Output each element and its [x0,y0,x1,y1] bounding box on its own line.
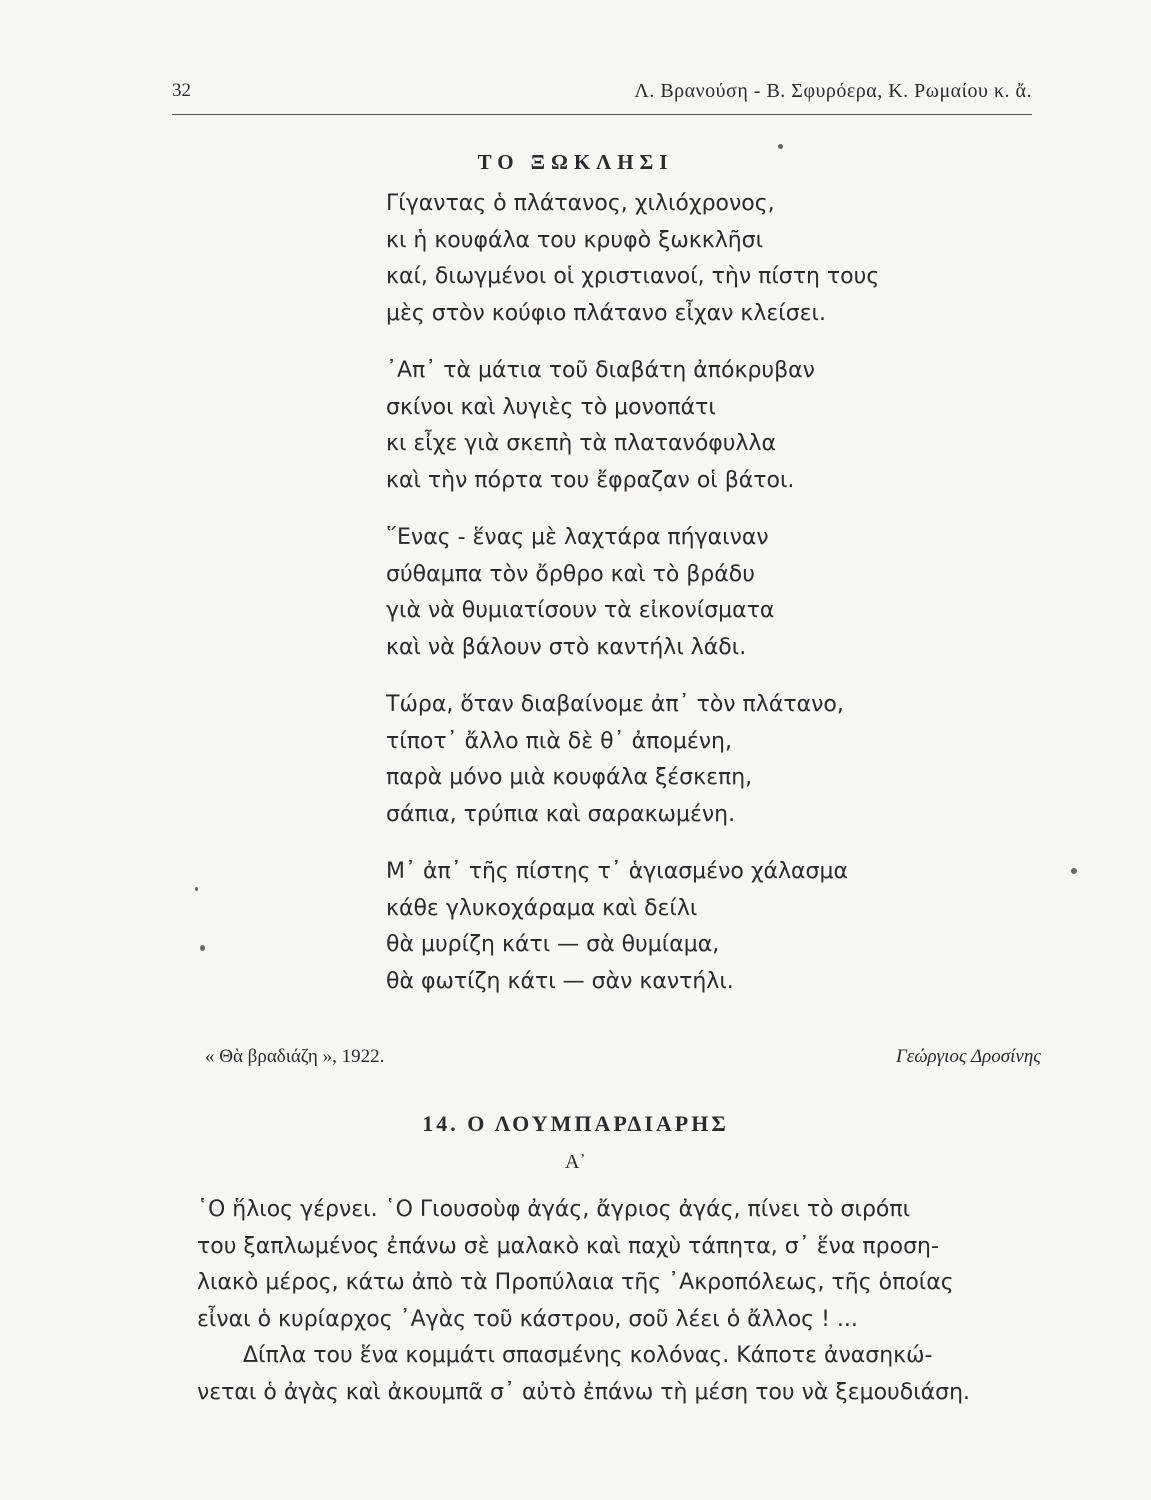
print-speck [778,144,783,149]
poem-line: Τώρα, ὅταν διαβαίνομε ἀπ᾿ τὸν πλάτανο, [386,692,844,717]
poem-line: κάθε γλυκοχάραμα καὶ δείλι [386,895,698,921]
section-subtitle: Α᾿ [564,1151,587,1173]
poem-title: ΤΟ ΞΩΚΛΗΣΙ [477,150,674,174]
poem-line: ᾿Απ᾿ τὰ μάτια τοῦ διαβάτη ἀπόκρυβαν [386,358,815,383]
print-speck [1071,868,1077,874]
prose-line: Δίπλα του ἕνα κομμάτι σπασμένης κολόνας. Κάποτε ἀνασηκώ- [243,1343,933,1368]
running-head: Λ. Βρανούση - Β. Σφυρόερα, Κ. Ρωμαίου κ. ἄ. [634,80,1032,102]
prose-line: του ξαπλωμένος ἐπάνω σὲ μαλακὸ καὶ παχὺ τάπητα, σ᾿ ἕνα προση- [197,1233,939,1259]
print-speck [200,945,205,951]
print-speck [195,887,198,891]
section-title: 14. Ο ΛΟΥΜΠΑΡΔΙΑΡΗΣ [422,1111,729,1136]
poem-line: τίποτ᾿ ἄλλο πιὰ δὲ θ᾿ ἀπομένη, [386,728,732,754]
poem-line: σύθαμπα τὸν ὄρθρο καὶ τὸ βράδυ [386,561,755,587]
stanza [386,687,1026,833]
poem-line: παρὰ μόνο μιὰ κουφάλα ξέσκεπη, [386,765,753,790]
poem-line: μὲς στὸν κούφιο πλάτανο εἶχαν κλείσει. [386,300,826,326]
poem-author: Γεώργιος Δροσίνης [895,1046,1041,1067]
stanza [386,520,1026,666]
poem-line: θὰ μυρίζη κάτι — σὰ θυμίαμα, [386,932,720,957]
page-number: 32 [172,80,191,101]
prose-line: εἶναι ὁ κυρίαρχος ᾿Αγὰς τοῦ κάστρου, σοῦ λέει ὁ ἄλλος ! ... [197,1306,858,1332]
page-header [172,80,1032,106]
poem-line: Μ᾿ ἀπ᾿ τῆς πίστης τ᾿ ἁγιασμένο χάλασμα [386,859,848,884]
poem-line: καὶ νὰ βάλουν στὸ καντήλι λάδι. [386,634,747,660]
prose-line: ῾Ο ἥλιος γέρνει. ῾Ο Γιουσοὺφ ἀγάς, ἄγριος ἀγάς, πίνει τὸ σιρόπι [197,1197,911,1222]
prose-body [197,1192,1032,1411]
poem-line: σκίνοι καὶ λυγιὲς τὸ μονοπάτι [386,394,716,420]
poem-line: κι εἶχε γιὰ σκεπὴ τὰ πλατανόφυλλα [386,431,777,456]
poem-line: Γίγαντας ὁ πλάτανος, χιλιόχρονος, [386,191,775,216]
stanza [386,854,1026,1000]
poem-body [386,186,1026,1021]
poem-line: ῞Ενας - ἕνας μὲ λαχτάρα πήγαιναν [386,525,769,550]
poem-source: « Θὰ βραδιάζη », 1922. [205,1046,385,1067]
poem-line: γιὰ νὰ θυμιατίσουν τὰ εἰκονίσματα [386,598,775,623]
poem-line: σάπια, τρύπια καὶ σαρακωμένη. [386,801,736,827]
prose-line: λιακὸ μέρος, κάτω ἀπὸ τὰ Προπύλαια τῆς ᾿Ακροπόλεως, τῆς ὁποίας [197,1270,954,1295]
poem-line: καὶ τὴν πόρτα του ἔφραζαν οἱ βάτοι. [386,467,795,493]
poem-line: καί, διωγμένοι οἱ χριστιανοί, τὴν πίστη τους [386,264,880,289]
header-rule [172,114,1032,115]
prose-line: νεται ὁ ἀγὰς καὶ ἀκουμπᾶ σ᾿ αὐτὸ ἐπάνω τὴ μέση του νὰ ξεμουδιάση. [197,1379,971,1405]
stanza [386,353,1026,499]
stanza [386,186,1026,332]
poem-line: κι ἡ κουφάλα του κρυφὸ ξωκκλῆσι [386,227,764,253]
poem-line: θὰ φωτίζη κάτι — σὰν καντήλι. [386,968,734,994]
